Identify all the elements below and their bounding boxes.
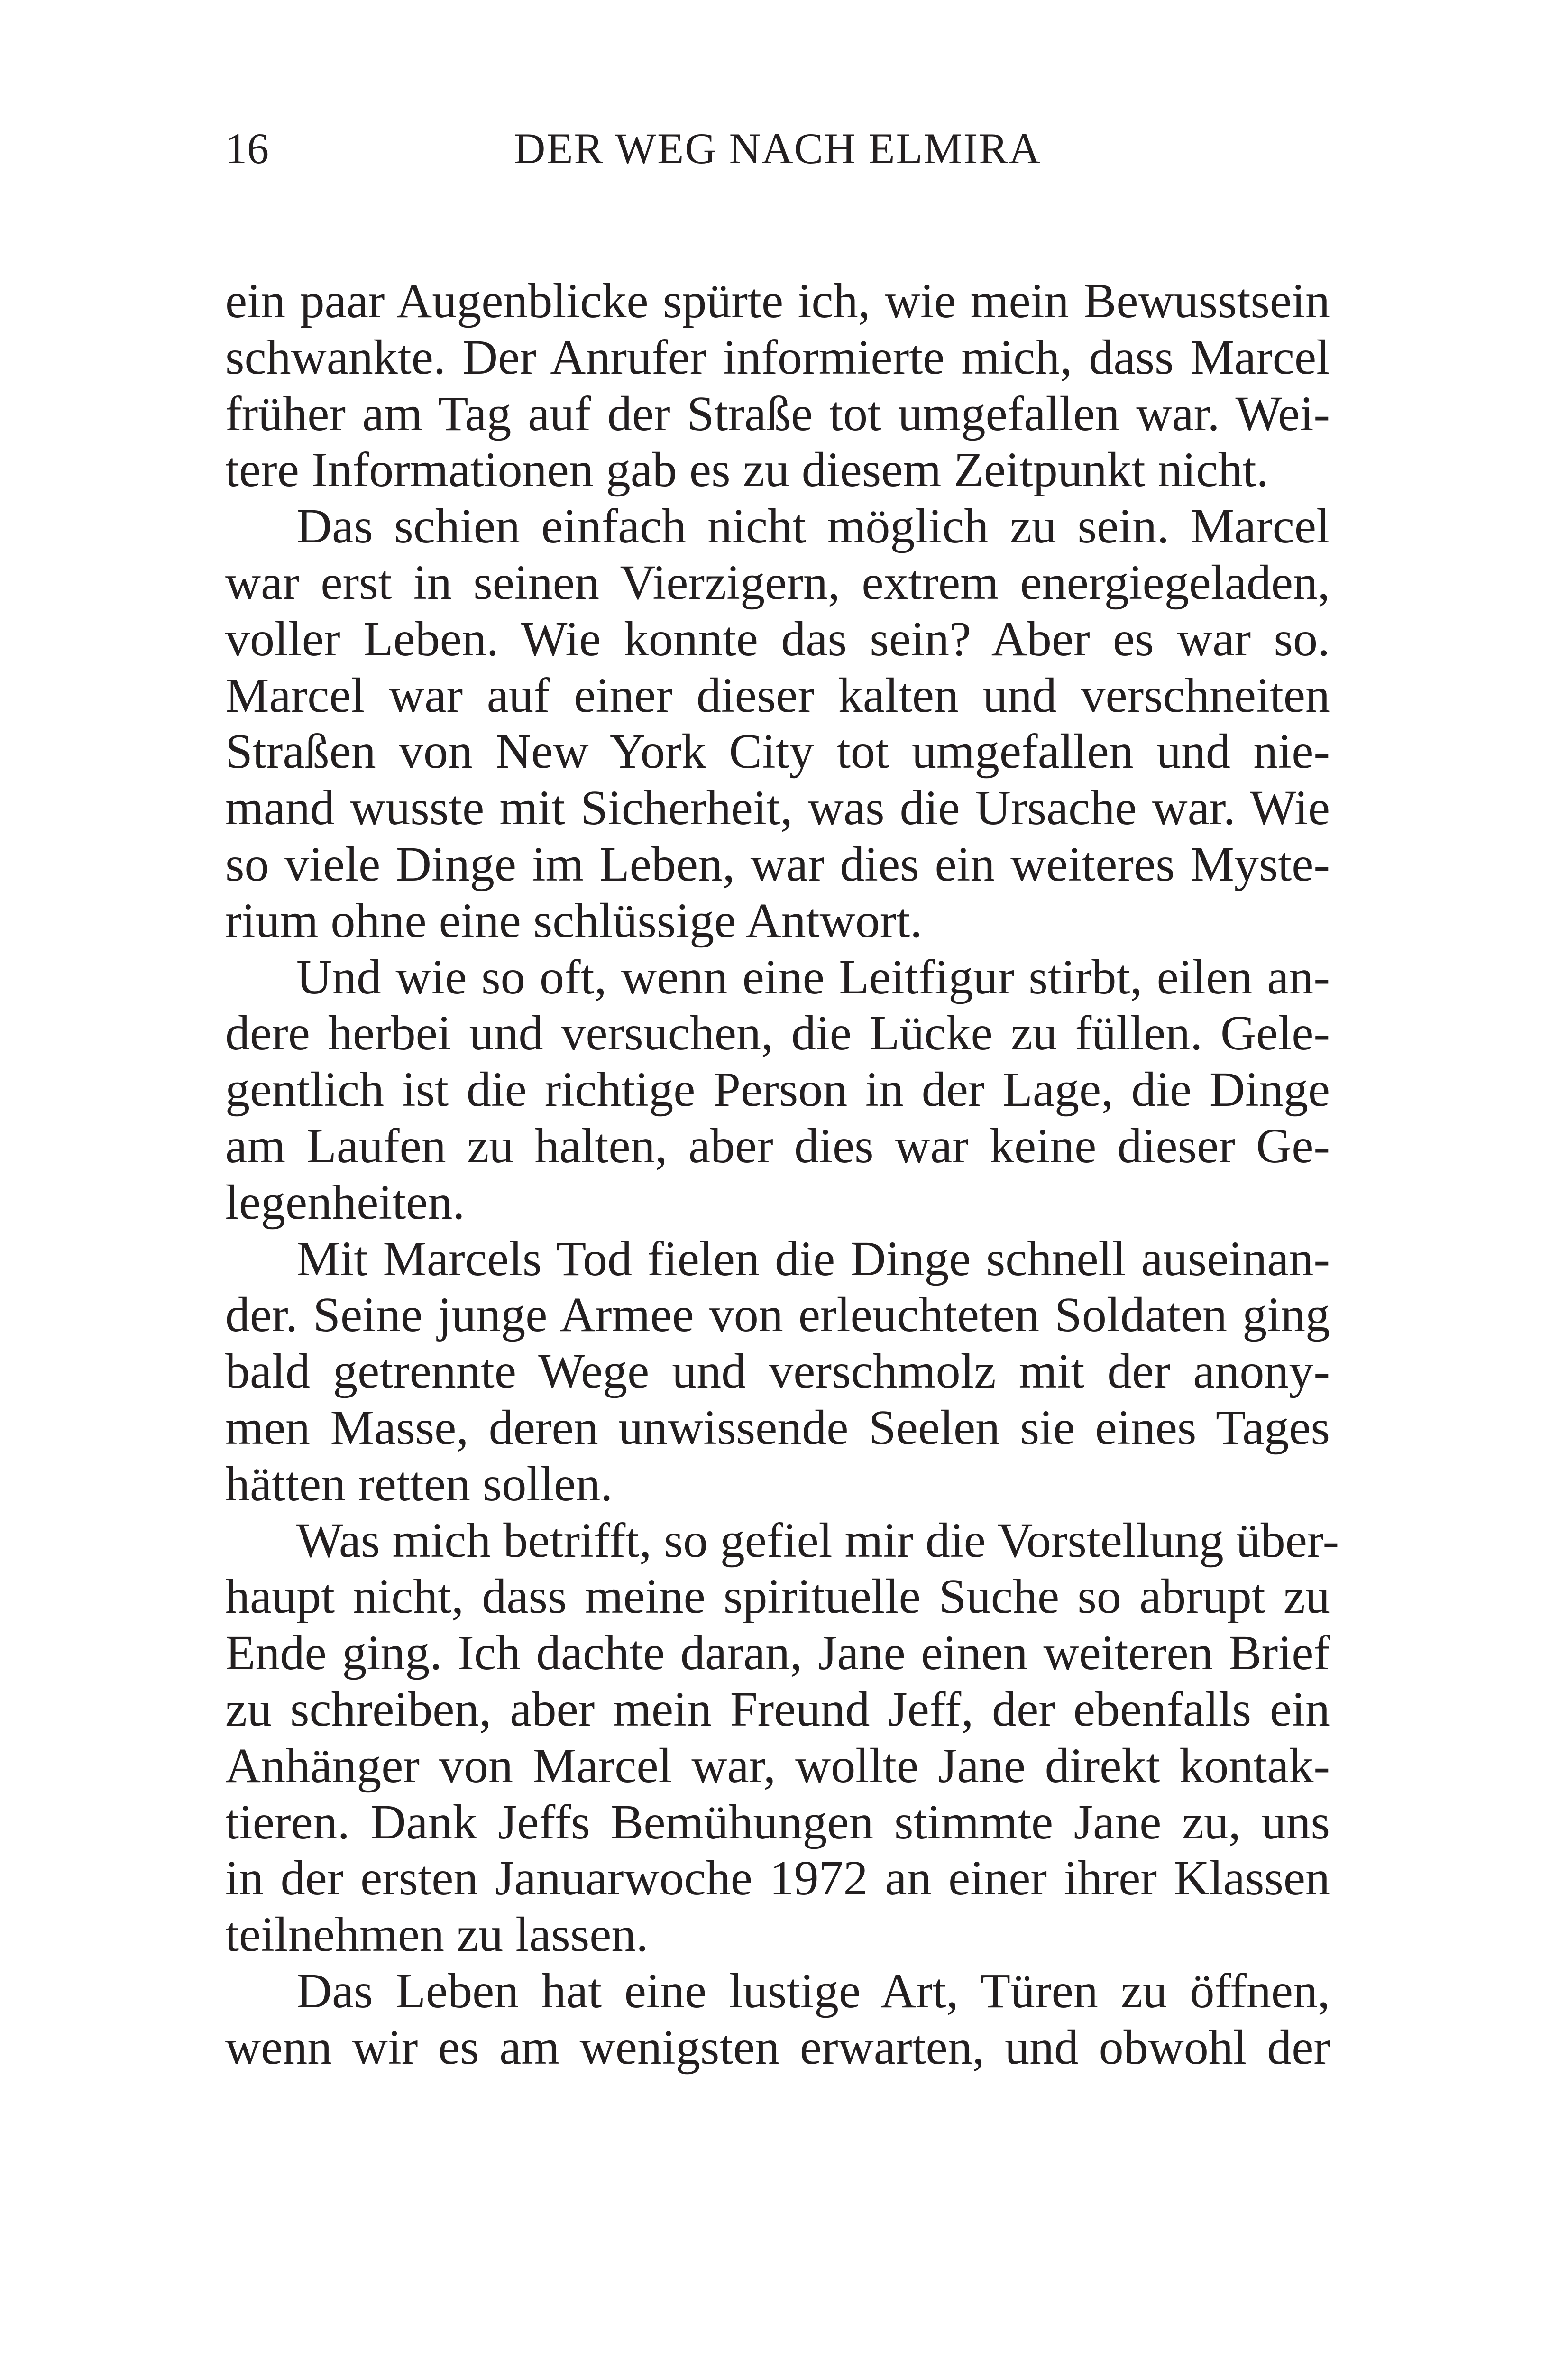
- text-line: am Laufen zu halten, aber dies war keine dieser Ge-: [225, 1118, 1330, 1173]
- body-text: [225, 273, 1339, 2076]
- running-title: DER WEG NACH ELMIRA: [513, 124, 1042, 173]
- text-line: dere herbei und versuchen, die Lücke zu füllen. Gele-: [225, 1006, 1330, 1061]
- text-line: Was mich betrifft, so gefiel mir die Vorstellung über-: [296, 1513, 1339, 1568]
- text-line: Anhänger von Marcel war, wollte Jane direkt kontak-: [225, 1738, 1330, 1793]
- text-line: gentlich ist die richtige Person in der Lage, die Dinge: [225, 1062, 1330, 1117]
- text-line: Mit Marcels Tod fielen die Dinge schnell auseinan-: [296, 1231, 1330, 1286]
- text-line: Und wie so oft, wenn eine Leitfigur stirbt, eilen an-: [296, 949, 1330, 1004]
- text-line: der. Seine junge Armee von erleuchteten Soldaten ging: [225, 1287, 1330, 1342]
- text-line: ein paar Augenblicke spürte ich, wie mein Bewusstsein: [225, 274, 1330, 328]
- text-line: teilnehmen zu lassen.: [225, 1907, 649, 1962]
- text-line: men Masse, deren unwissende Seelen sie eines Tages: [225, 1400, 1330, 1455]
- text-line: so viele Dinge im Leben, war dies ein weiteres Myste-: [225, 836, 1330, 891]
- text-line: früher am Tag auf der Straße tot umgefallen war. Wei-: [225, 386, 1330, 441]
- text-line: mand wusste mit Sicherheit, was die Ursache war. Wie: [225, 781, 1330, 836]
- text-line: rium ohne eine schlüssige Antwort.: [225, 893, 923, 948]
- text-line: Ende ging. Ich dachte daran, Jane einen weiteren Brief: [225, 1626, 1330, 1681]
- text-line: zu schreiben, aber mein Freund Jeff, der ebenfalls ein: [225, 1682, 1330, 1737]
- text-line: tieren. Dank Jeffs Bemühungen stimmte Jane zu, uns: [225, 1794, 1330, 1849]
- text-line: Marcel war auf einer dieser kalten und verschneiten: [225, 668, 1330, 723]
- text-line: hätten retten sollen.: [225, 1456, 613, 1511]
- running-header: [225, 122, 1330, 175]
- text-line: legenheiten.: [225, 1175, 465, 1230]
- text-line: schwankte. Der Anrufer informierte mich, dass Marcel: [225, 330, 1330, 385]
- text-line: Straßen von New York City tot umgefallen und nie-: [225, 724, 1330, 779]
- page-number: 16: [225, 124, 269, 173]
- text-line: in der ersten Januarwoche 1972 an einer ihrer Klassen: [225, 1851, 1330, 1906]
- text-line: war erst in seinen Vierzigern, extrem energiegeladen,: [225, 555, 1330, 610]
- text-line: voller Leben. Wie konnte das sein? Aber es war so.: [225, 611, 1330, 666]
- text-line: Das Leben hat eine lustige Art, Türen zu öffnen,: [296, 1963, 1330, 2018]
- text-line: Das schien einfach nicht möglich zu sein. Marcel: [296, 499, 1330, 554]
- text-line: bald getrennte Wege und verschmolz mit der anony-: [225, 1344, 1330, 1399]
- text-line: tere Informationen gab es zu diesem Zeitpunkt nicht.: [225, 442, 1269, 497]
- text-line: haupt nicht, dass meine spirituelle Suche so abrupt zu: [225, 1569, 1330, 1624]
- text-line: wenn wir es am wenigsten erwarten, und obwohl der: [225, 2020, 1330, 2075]
